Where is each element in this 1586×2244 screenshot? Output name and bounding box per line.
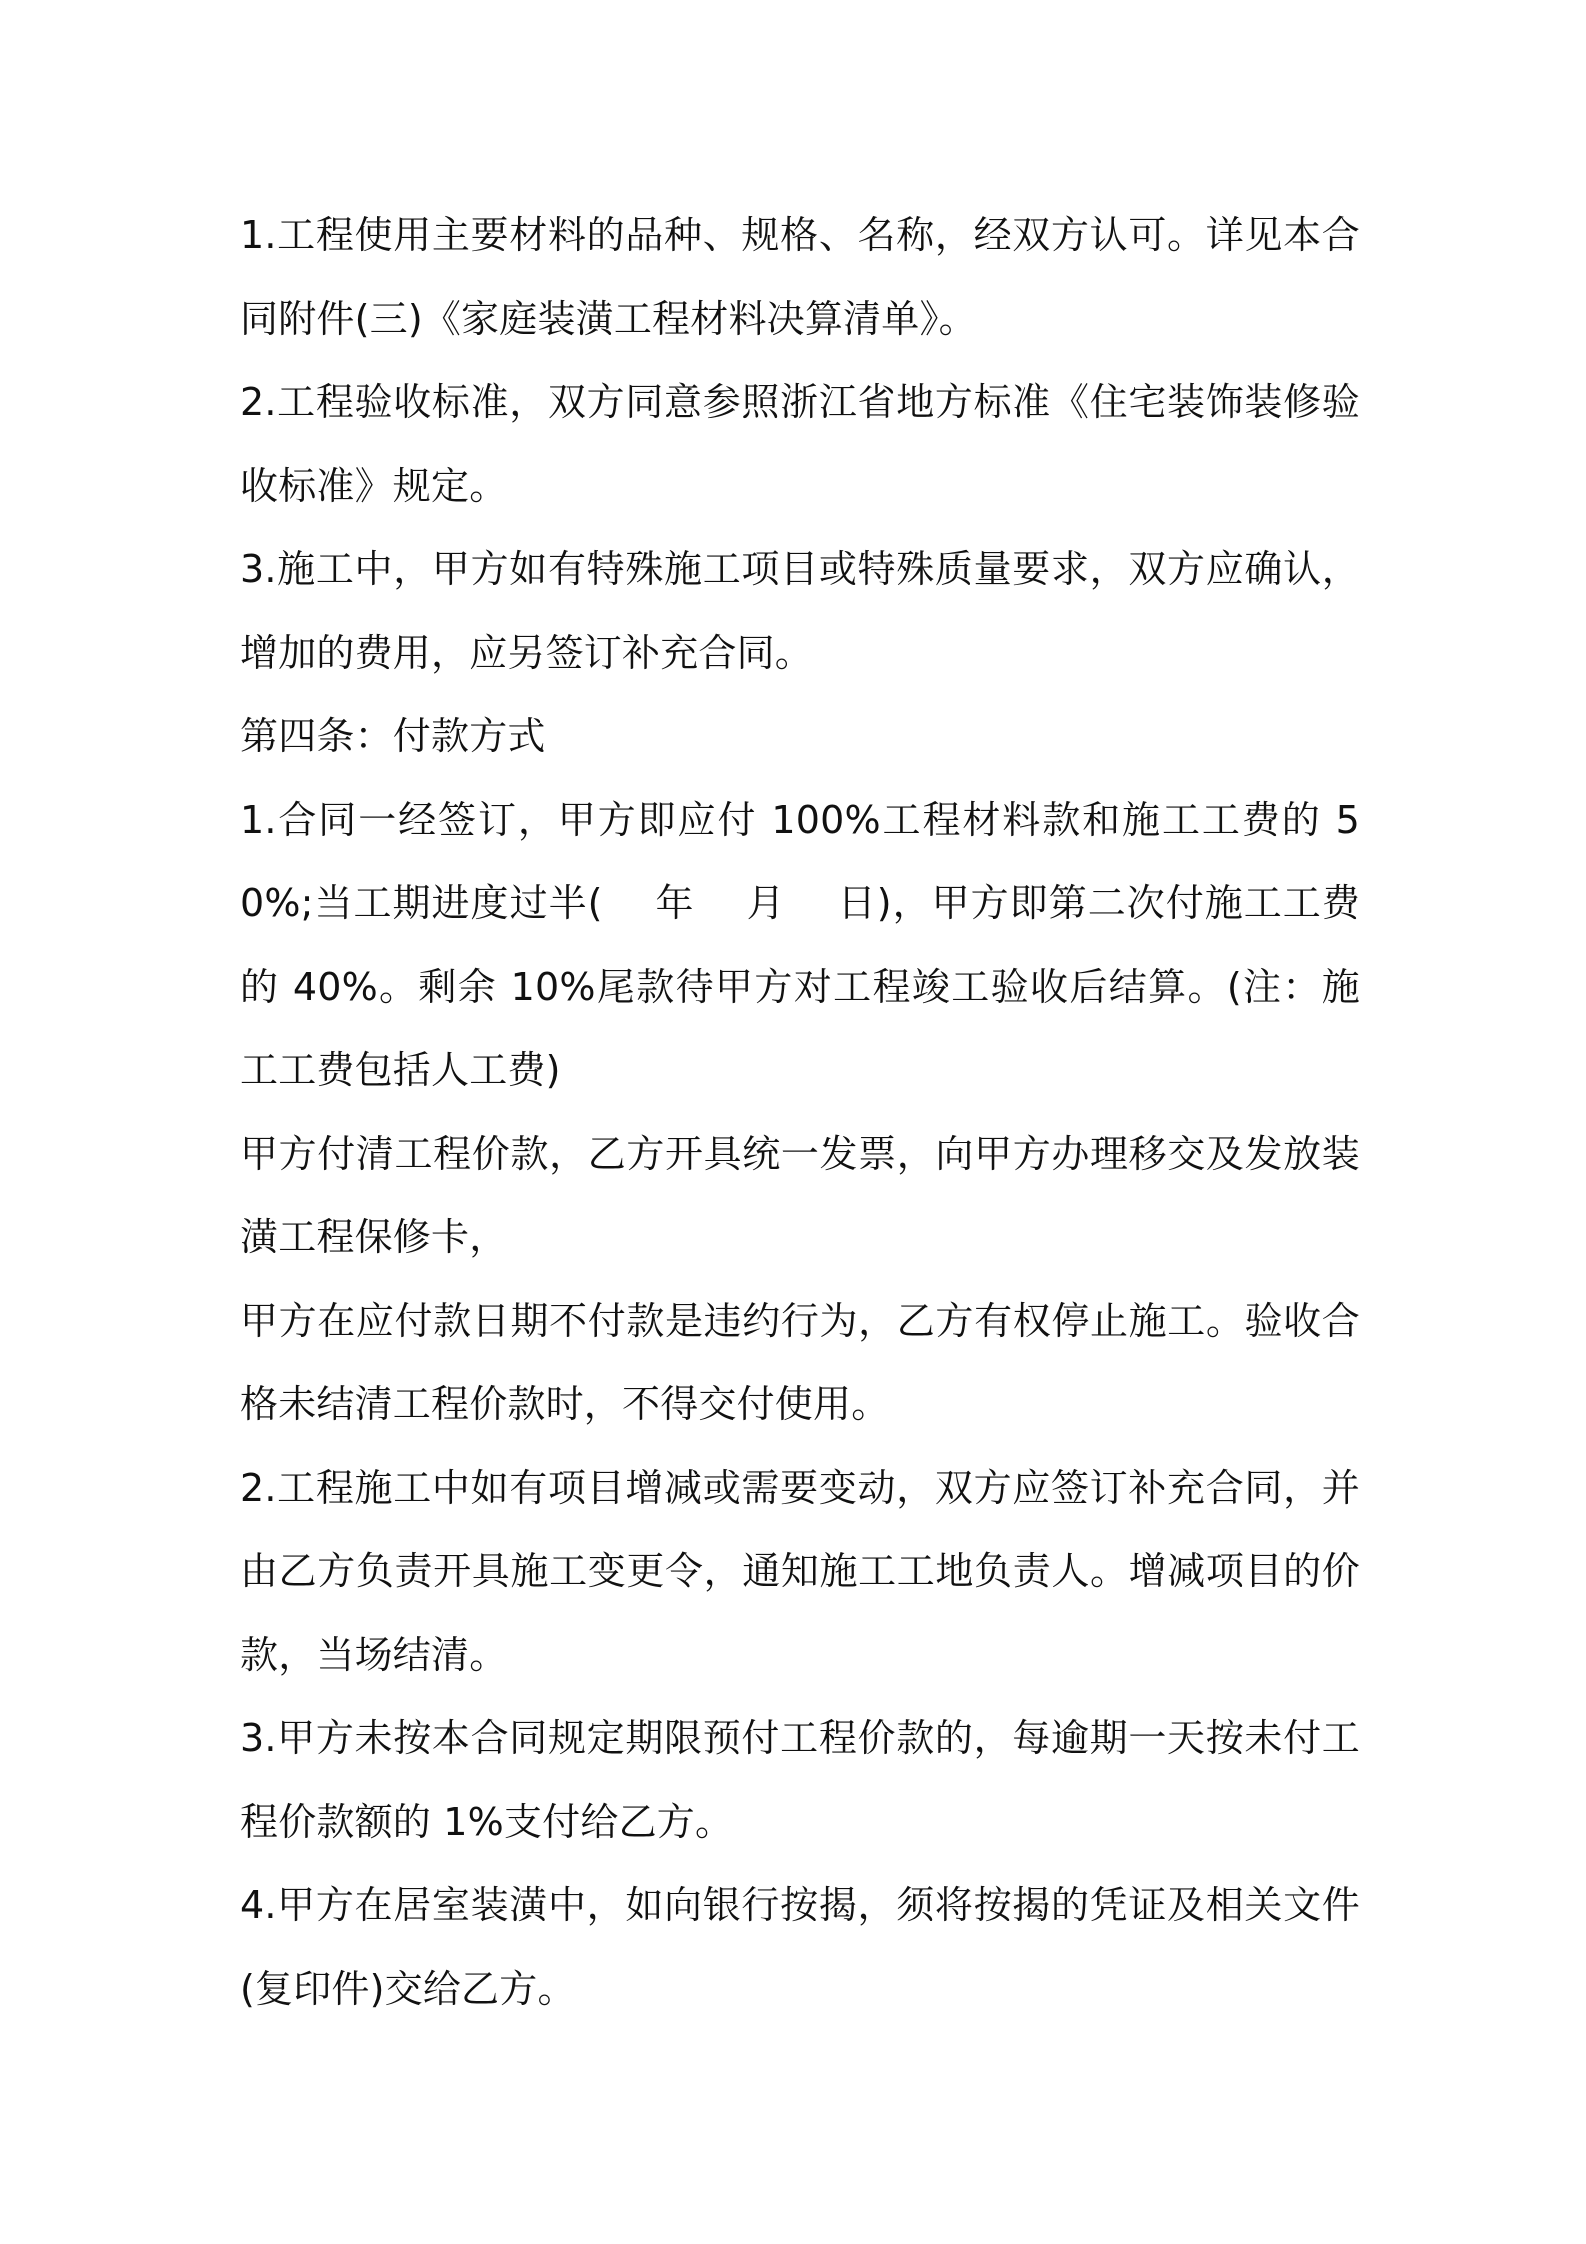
clause-late-payment-breach: 甲方在应付款日期不付款是违约行为，乙方有权停止施工。验收合格未结清工程价款时，不得交付使用。	[240, 1298, 1360, 1426]
clause-invoice-handover: 甲方付清工程价款，乙方开具统一发票，向甲方办理移交及发放装潢工程保修卡，	[240, 1131, 1360, 1259]
section-heading-payment: 第四条：付款方式	[240, 714, 546, 758]
clause-acceptance-standard: 2.工程验收标准，双方同意参照浙江省地方标准《住宅装饰装修验收标准》规定。	[240, 380, 1360, 508]
clause-bank-mortgage: 4.甲方在居室装潢中，如向银行按揭，须将按揭的凭证及相关文件(复印件)交给乙方。	[240, 1883, 1360, 2011]
clause-special-requirements: 3.施工中，甲方如有特殊施工项目或特殊质量要求，双方应确认，增加的费用，应另签订补充合同。	[240, 547, 1360, 675]
clause-payment-schedule: 1.合同一经签订，甲方即应付 100%工程材料款和施工工费的 50%;当工期进度过半( 年 月 日)，甲方即第二次付施工工费的 40%。剩余 10%尾款待甲方对工程竣工验收后结算。(注：施工工费包括人工费)	[240, 797, 1360, 1092]
clause-project-changes: 2.工程施工中如有项目增减或需要变动，双方应签订补充合同，并由乙方负责开具施工变更令，通知施工工地负责人。增减项目的价款，当场结清。	[240, 1465, 1360, 1677]
document-body	[240, 194, 1360, 2031]
clause-materials: 1.工程使用主要材料的品种、规格、名称，经双方认可。详见本合同附件(三)《家庭装潢工程材料决算清单》。	[240, 213, 1360, 341]
clause-overdue-penalty: 3.甲方未按本合同规定期限预付工程价款的，每逾期一天按未付工程价款额的 1%支付给乙方。	[240, 1716, 1360, 1844]
